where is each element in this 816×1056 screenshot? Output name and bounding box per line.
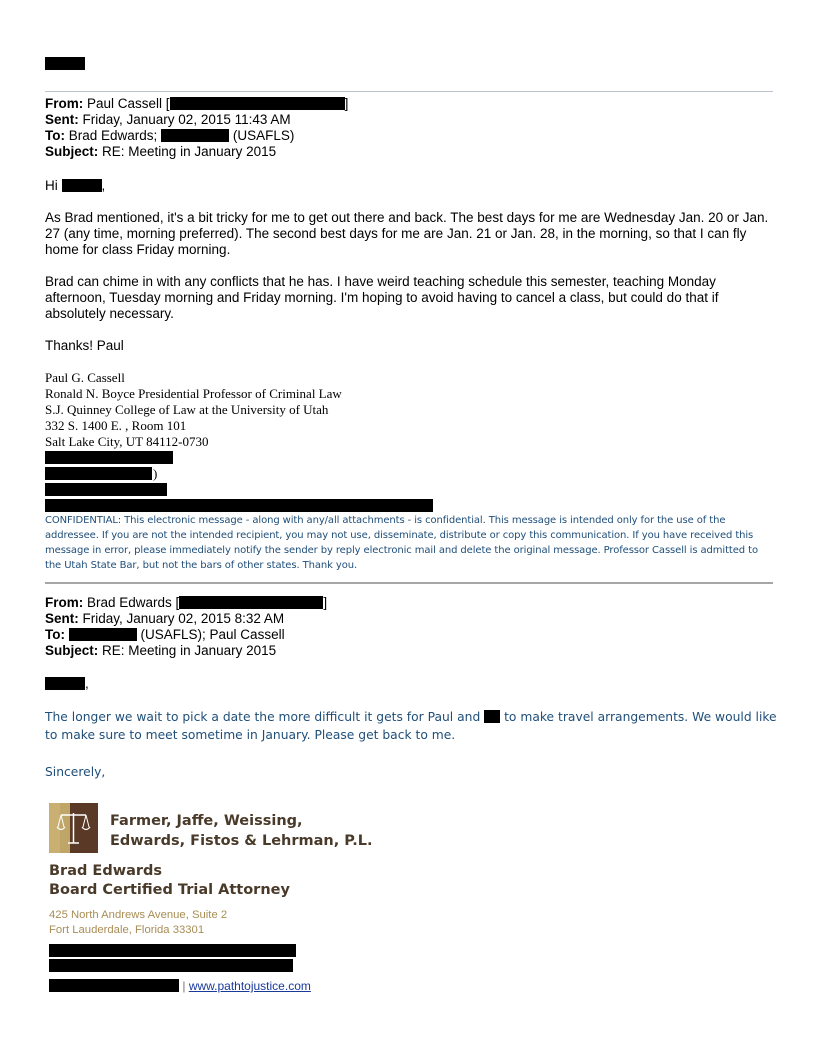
redaction-to — [69, 628, 137, 641]
address-line: 425 North Andrews Avenue, Suite 2 — [49, 909, 228, 921]
email2-body: The longer we wait to pick a date the more difficult it gets for Paul and to make travel arrangements. We would like to make sure to meet sometime in January. Please get back to me. — [45, 710, 777, 742]
firm-name-line: Farmer, Jaffe, Weissing, — [110, 813, 303, 829]
subject-line: Subject: RE: Meeting in January 2015 — [45, 144, 277, 159]
sig-line: Salt Lake City, UT 84112-0730 — [45, 434, 209, 449]
firm-name — [110, 811, 373, 851]
redaction-to — [161, 129, 229, 142]
redaction-contact-2 — [49, 959, 293, 972]
to-line: To: (USAFLS); Paul Cassell — [45, 627, 285, 642]
to-value: Brad Edwards; — [68, 128, 158, 143]
email2-closing: Sincerely, — [45, 765, 106, 779]
email2-greeting: , — [45, 676, 89, 692]
subject-line: Subject: RE: Meeting in January 2015 — [45, 643, 277, 658]
redaction-sig-3 — [45, 483, 167, 496]
redaction-greeting-name — [62, 179, 102, 192]
redaction-top — [45, 57, 85, 70]
sent-line: Sent: Friday, January 02, 2015 11:43 AM — [45, 112, 291, 127]
attorney-title: Board Certified Trial Attorney — [49, 882, 290, 898]
subject-value: RE: Meeting in January 2015 — [102, 643, 277, 658]
sig-line: Ronald N. Boyce Presidential Professor of Criminal Law — [45, 386, 342, 401]
from-value: Paul Cassell [ — [87, 96, 170, 111]
redaction-from-email — [179, 596, 323, 609]
firm-address — [49, 908, 227, 938]
scales-of-justice-logo-icon — [49, 803, 98, 853]
separator-top — [45, 91, 773, 92]
separator-middle — [45, 582, 773, 584]
confidentiality-notice: CONFIDENTIAL: This electronic message - along with any/all attachments - is confidential. This message is intended only for the use of the addressee. If you are not the intended recipient, you may not use, disseminate, distribute or copy this communication. If you have received this message in error, please immediately notify the sender by reply electronic mail and delete the original message. Professor Cassell is admitted to the Utah State Bar, but not the bars of other states. Thank you. — [45, 515, 758, 571]
redaction-body-name — [484, 710, 500, 723]
email1-header — [45, 96, 348, 160]
email1-thanks: Thanks! Paul — [45, 338, 124, 353]
separator-pipe: | — [182, 979, 186, 993]
attorney-block — [49, 862, 290, 900]
sig-paren: ) — [153, 466, 158, 481]
sent-value: Friday, January 02, 2015 11:43 AM — [82, 112, 291, 127]
email1-paragraph-2: Brad can chime in with any conflicts that he has. I have weird teaching schedule this semester, teaching Monday afternoon, Tuesday morning and Friday morning. I'm hoping to avoid having to cancel a class, but could do that if absolutely necessary. — [45, 274, 719, 321]
redaction-sig-1 — [45, 451, 173, 464]
sig-line: Paul G. Cassell — [45, 370, 125, 385]
sig-line: S.J. Quinney College of Law at the University of Utah — [45, 402, 329, 417]
redaction-contact-3 — [49, 979, 179, 992]
to-value: (USAFLS); Paul Cassell — [140, 627, 285, 642]
from-line: From: Paul Cassell [ ] — [45, 96, 349, 111]
address-line: Fort Lauderdale, Florida 33301 — [49, 924, 205, 936]
sent-value: Friday, January 02, 2015 8:32 AM — [82, 611, 285, 626]
email1-paragraph-1: As Brad mentioned, it's a bit tricky for me to get out there and back. The best days for me are Wednesday Jan. 20 or Jan. 27 (any time, morning preferred). The second best days for me are Jan. 21 or Jan. 28, in the morning, so that I can fly home for class Friday morning. — [45, 210, 769, 257]
email1-greeting: Hi , — [45, 178, 106, 193]
redaction-greeting-name — [45, 677, 85, 690]
email1-signature — [45, 370, 342, 450]
website-line — [49, 979, 311, 993]
redaction-from-email — [170, 97, 345, 110]
sent-line: Sent: Friday, January 02, 2015 8:32 AM — [45, 611, 285, 626]
to-line: To: Brad Edwards; (USAFLS) — [45, 128, 295, 143]
attorney-name: Brad Edwards — [49, 863, 163, 879]
redaction-sig-4 — [45, 499, 433, 512]
from-value: Brad Edwards [ — [87, 595, 180, 610]
redaction-contact-1 — [49, 944, 296, 957]
firm-name-line: Edwards, Fistos & Lehrman, P.L. — [110, 833, 373, 849]
sig-line: 332 S. 1400 E. , Room 101 — [45, 418, 187, 433]
from-line: From: Brad Edwards [ ] — [45, 595, 328, 610]
subject-value: RE: Meeting in January 2015 — [102, 144, 277, 159]
website-link[interactable]: www.pathtojustice.com — [188, 979, 311, 993]
email2-header — [45, 595, 327, 659]
redaction-sig-2 — [45, 467, 152, 480]
